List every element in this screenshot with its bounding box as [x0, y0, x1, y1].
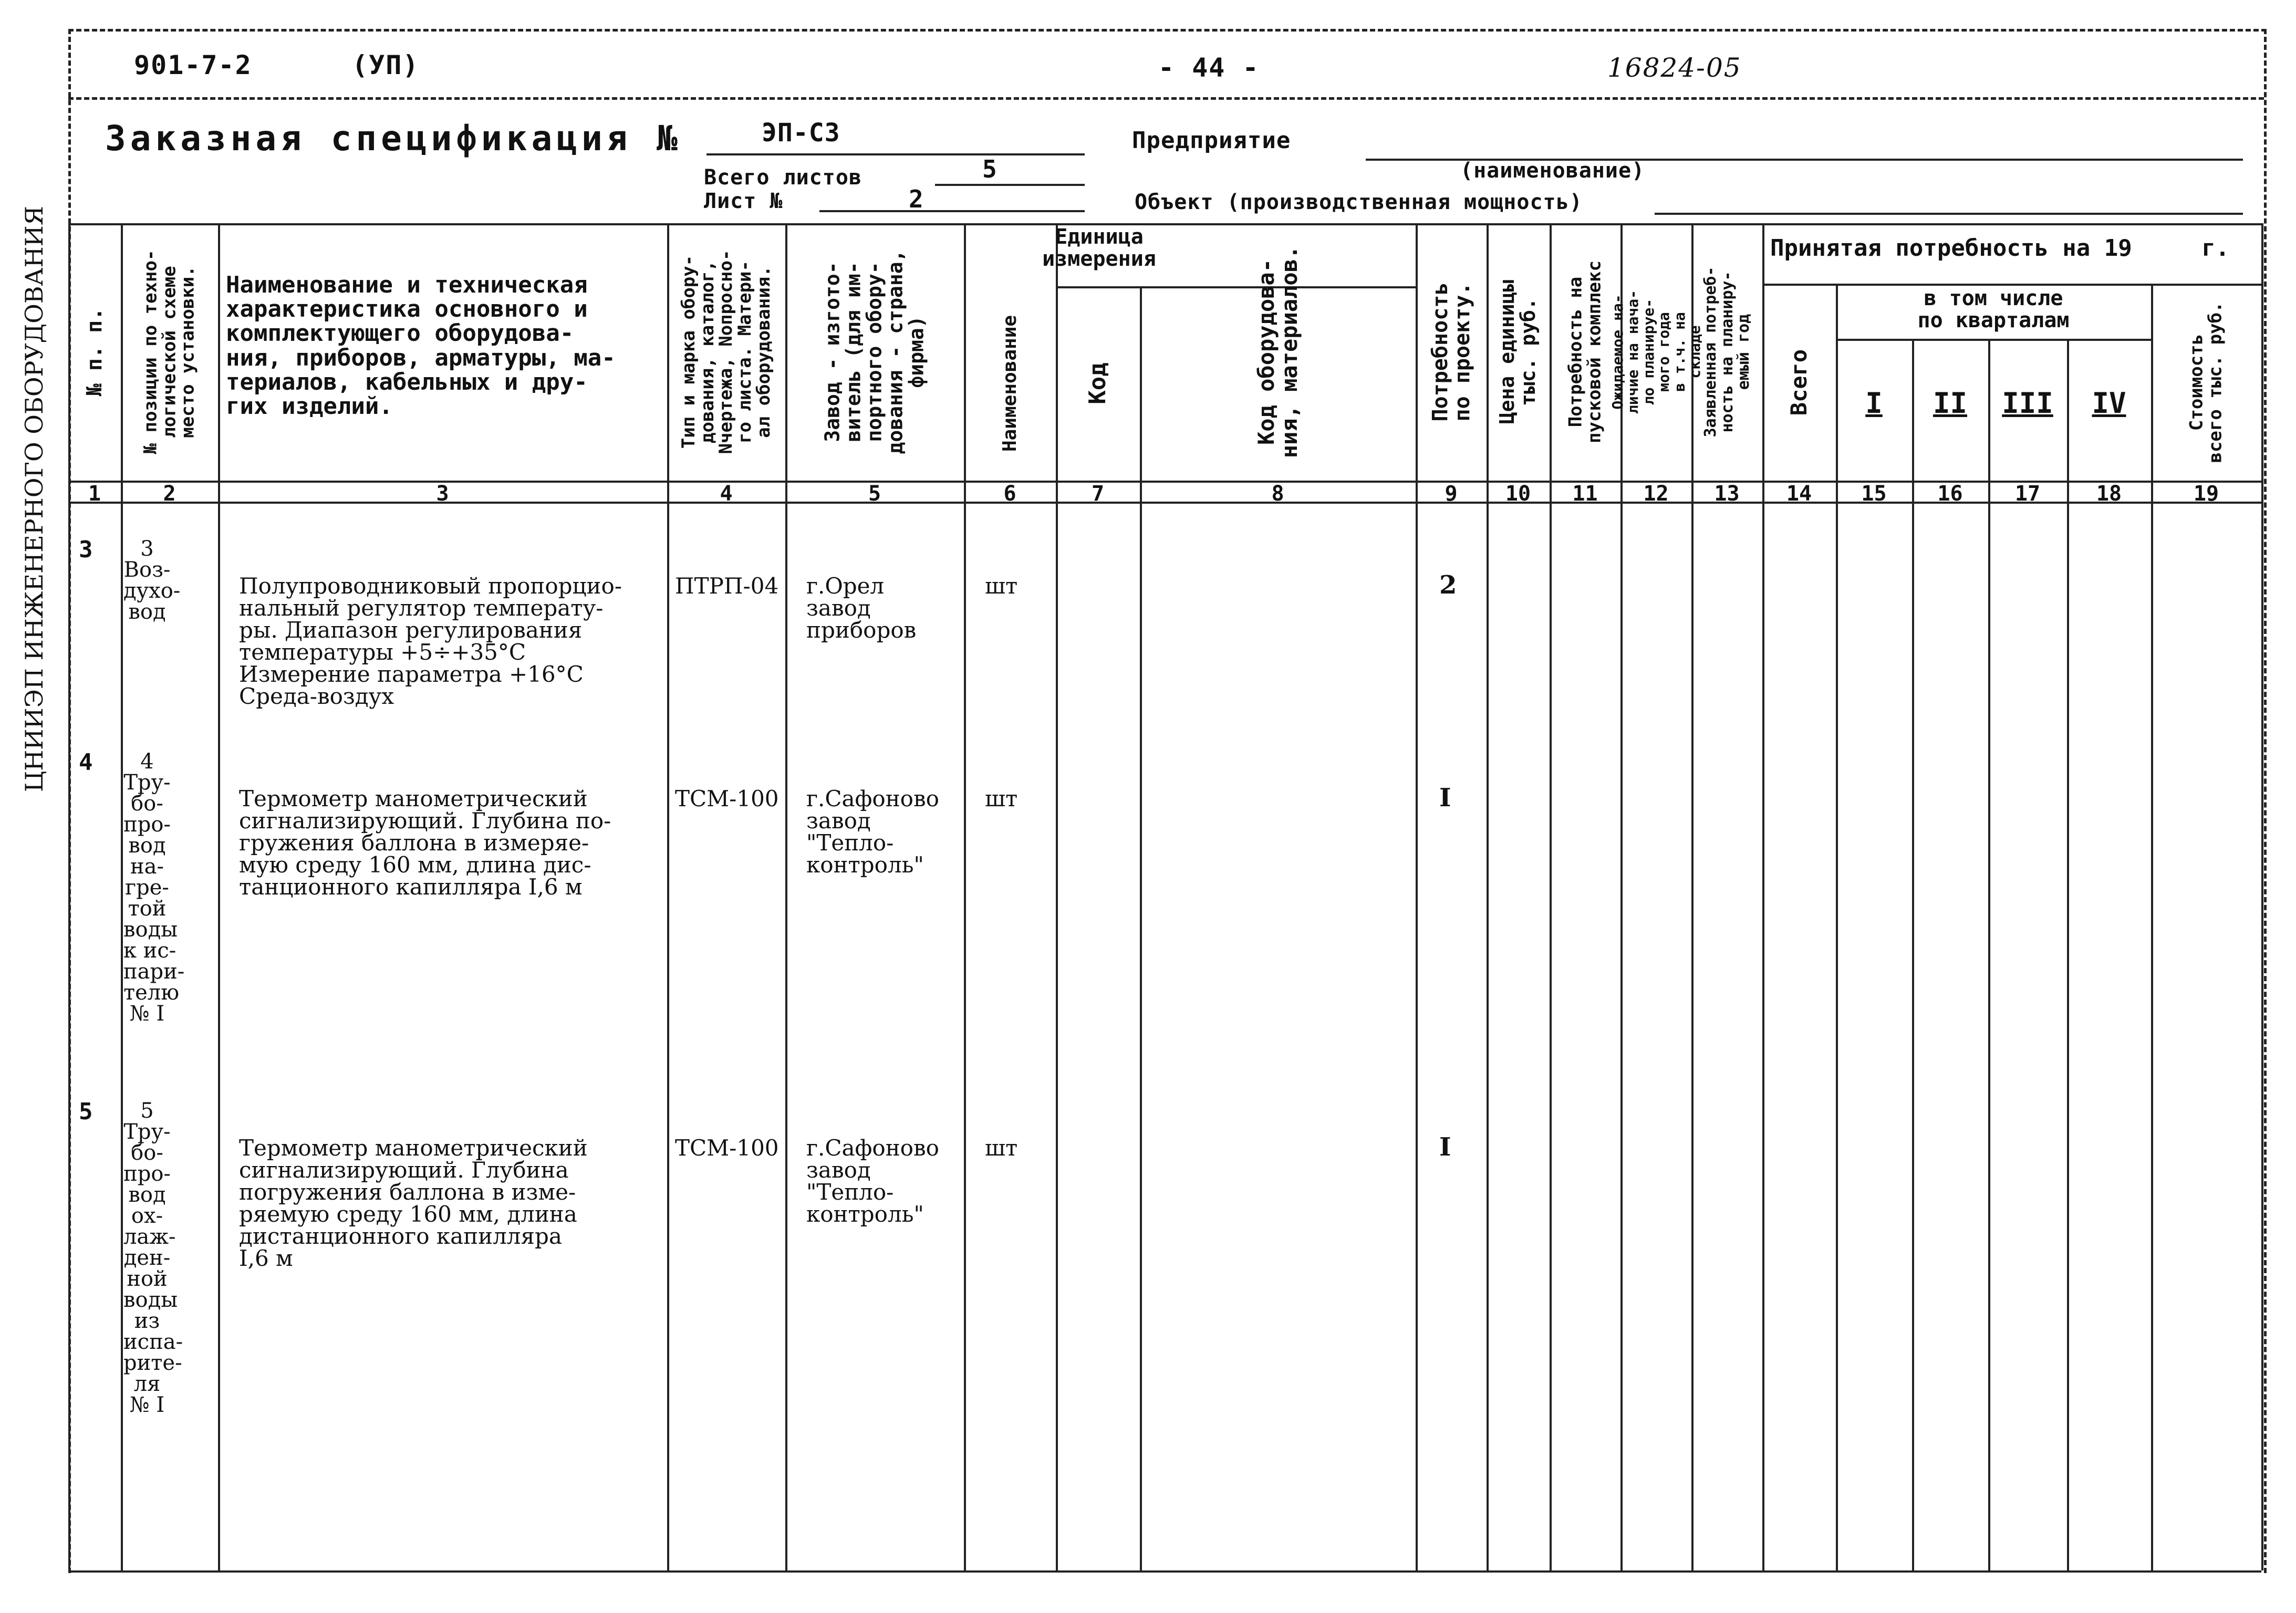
- row-4-maker: г.Сафоново завод "Тепло- контроль": [806, 786, 939, 878]
- col-head-unit-code-text: Код: [1084, 362, 1111, 404]
- col-number-7: 7: [1091, 482, 1105, 506]
- col-line-19: [2261, 223, 2263, 1570]
- col-head-quarter-2: II: [1933, 387, 1968, 420]
- naming-label: (наименование): [1460, 159, 1645, 183]
- row-5-name: Термометр манометрический сигнализирующий. Глубина погружения баллона в изме- ряемую среду 160 мм, длина дистанционного капилляра I,6 м: [239, 1135, 588, 1271]
- col-head-cost-text: Стоимость всего тыс. руб.: [2186, 301, 2226, 463]
- part-label: (УП): [352, 50, 420, 80]
- row-4-position: 4 Тру- бо- про- вод на- гре- той воды к ис- пари- телю № I: [123, 750, 185, 1026]
- col-number-3: 3: [436, 482, 449, 506]
- row-5-qty: I: [1439, 1132, 1451, 1162]
- col-head-maker-text: Завод - изгото- витель (для им- портного обору- дования - страна, фирма): [820, 249, 928, 454]
- col-number-2: 2: [163, 482, 176, 506]
- total-sheets-label: Всего листов: [704, 165, 862, 190]
- row-5-maker: г.Сафоново завод "Тепло- контроль": [806, 1135, 939, 1227]
- row-4-qty: I: [1439, 783, 1451, 813]
- sheet-underline: [819, 210, 1085, 212]
- col-head-cost: [2151, 284, 2261, 481]
- col-head-price: [1487, 223, 1550, 481]
- row-3-position: 3 Воз- духо- вод: [123, 537, 181, 624]
- doc-number: 16824-05: [1607, 53, 1742, 83]
- row-3-unit: шт: [985, 573, 1018, 599]
- side-label: ЦНИИЭП ИНЖЕНЕРНОГО ОБОРУДОВАНИЯ: [20, 206, 48, 792]
- col-head-quarter-3: III: [2002, 387, 2053, 420]
- col-number-18: 18: [2096, 482, 2122, 506]
- col-head-need: [1416, 223, 1487, 481]
- col-head-total: [1762, 284, 1836, 481]
- col-head-accepted-group: Принятая потребность на 19 г.: [1770, 235, 2230, 262]
- col-head-quarter-4: IV: [2092, 387, 2126, 420]
- col-number-11: 11: [1572, 482, 1598, 506]
- col-head-num-text: № п. п.: [82, 307, 107, 397]
- col-head-type: [667, 223, 785, 481]
- col-number-17: 17: [2014, 482, 2041, 506]
- col-head-expected: [1608, 223, 1703, 481]
- row-4-unit: шт: [985, 786, 1018, 811]
- col-number-5: 5: [868, 482, 881, 506]
- row-5-number: 5: [79, 1098, 93, 1125]
- col-head-position: [121, 223, 218, 481]
- col-head-total-text: Всего: [1785, 349, 1812, 415]
- col-number-10: 10: [1505, 482, 1531, 506]
- object-underline: [1655, 213, 2243, 215]
- col-number-4: 4: [720, 482, 733, 506]
- col-number-9: 9: [1445, 482, 1458, 506]
- col-head-quarter-group: в том числе по кварталам: [1917, 286, 2070, 332]
- col-head-num: [68, 223, 121, 481]
- spec-number: ЭП-С3: [762, 118, 840, 148]
- col-number-6: 6: [1003, 482, 1016, 506]
- col-line-16: [1988, 339, 1990, 1570]
- col-number-12: 12: [1643, 482, 1669, 506]
- row-3-type: ПТРП-04: [675, 573, 779, 599]
- col-head-unit-name-text: Наименование: [999, 315, 1021, 452]
- col-head-declared-text: Заявленная потреб- ность на планиру- емый год: [1701, 266, 1753, 438]
- col-number-14: 14: [1786, 482, 1812, 506]
- row-5-type: ТСМ-100: [675, 1135, 779, 1161]
- col-number-8: 8: [1271, 482, 1284, 506]
- col-head-position-text: № позиции по техно- логической схеме место установки.: [139, 249, 199, 454]
- col-line-17: [2067, 339, 2069, 1570]
- col-head-equip-code-text: Код оборудова- ния, материалов.: [1253, 245, 1302, 459]
- row-5-position: 5 Тру- бо- про- вод ох- лаж- ден- ной воды из испа- рите- ля № I: [123, 1099, 183, 1417]
- row-4-number: 4: [79, 749, 93, 776]
- col-number-15: 15: [1861, 482, 1887, 506]
- row-3-qty: 2: [1439, 570, 1457, 600]
- col-head-quarter-1: I: [1865, 387, 1883, 420]
- spec-number-underline: [707, 153, 1085, 155]
- col-head-unit-name: [964, 286, 1056, 481]
- col-head-unit-group: Единица измерения: [1042, 225, 1156, 271]
- col-head-declared: [1691, 223, 1762, 481]
- col-head-unit-code: [1056, 286, 1140, 481]
- project-code: 901-7-2: [134, 50, 252, 80]
- col-number-1: 1: [88, 482, 101, 506]
- sheet-label: Лист №: [704, 189, 783, 213]
- spec-title: Заказная спецификация №: [105, 118, 682, 159]
- col-head-launch-text: Потребность на пусковой комплекс: [1564, 261, 1605, 443]
- col-number-19: 19: [2193, 482, 2219, 506]
- row-4-type: ТСМ-100: [675, 786, 779, 811]
- header-divider: [68, 97, 2264, 100]
- col-head-price-text: Цена единицы тыс. руб.: [1495, 279, 1540, 424]
- col-head-need-text: Потребность по проекту.: [1428, 282, 1474, 422]
- col-head-name: Наименование и техническая характеристика основного и комплектующего оборудова- ния, приборов, арматуры, ма- териалов, кабельных и дру- гих изделий.: [226, 272, 616, 420]
- sheet-value: 2: [909, 185, 924, 213]
- col-head-type-text: Тип и марка обору- дования, каталог, Nчертежа, Nопросно- го листа. Матери- ал оборудования.: [678, 249, 774, 454]
- total-sheets-value: 5: [982, 155, 998, 183]
- row-3-maker: г.Орел завод приборов: [806, 573, 917, 643]
- col-line-15: [1912, 339, 1914, 1570]
- object-label: Объект (производственная мощность): [1135, 190, 1583, 214]
- row-5-unit: шт: [985, 1135, 1018, 1161]
- table-bottom-rule: [68, 1570, 2261, 1573]
- col-head-expected-text: Ожидаемое на- личие на нача- ло планируе- мого года в т.ч. на складе: [1608, 289, 1703, 414]
- enterprise-label: Предприятие: [1132, 127, 1291, 154]
- row-4-name: Термометр манометрический сигнализирующий. Глубина по- гружения баллона в измеряе- мую среду 160 мм, длина дис- танционного капилляра I,6 м: [239, 786, 611, 900]
- row-3-name: Полупроводниковый пропорцио- нальный регулятор температу- ры. Диапазон регулирования температуры +5÷+35°С Измерение параметра +16°С Среда-воздух: [239, 573, 622, 709]
- col-line-2: [218, 223, 220, 1570]
- row-3-number: 3: [79, 536, 93, 563]
- total-sheets-underline: [935, 184, 1085, 186]
- quarter-group-rule: [1836, 339, 2151, 341]
- col-number-16: 16: [1937, 482, 1963, 506]
- col-line-14: [1836, 284, 1838, 1570]
- col-head-equip-code: [1140, 223, 1416, 481]
- col-head-maker: [785, 223, 964, 481]
- page-number: - 44 -: [1158, 53, 1260, 83]
- col-number-13: 13: [1714, 482, 1740, 506]
